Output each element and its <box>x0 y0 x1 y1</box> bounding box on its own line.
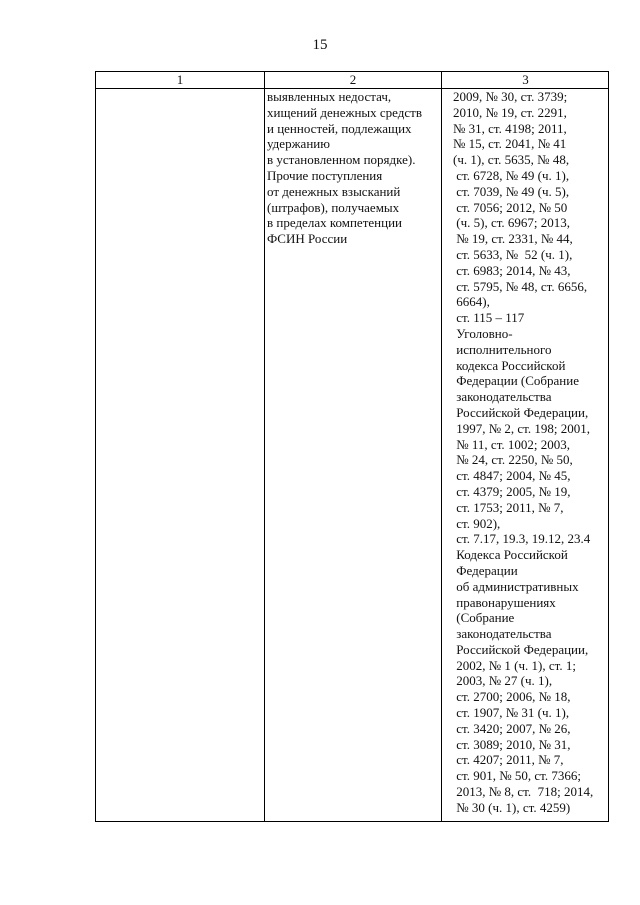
column-3-text-line: 6664), <box>453 294 490 310</box>
column-3-text-line: ст. 3420; 2007, № 26, <box>453 720 571 736</box>
column-2-text-line: выявленных недостач, <box>267 89 392 104</box>
column-3-text-line: ст. 1907, № 31 (ч. 1), <box>453 705 570 721</box>
column-3-text-line: 2009, № 30, ст. 3739; <box>453 89 568 104</box>
column-3-text-line: ст. 6983; 2014, № 43, <box>453 262 571 278</box>
column-3-text-line: № 15, ст. 2041, № 41 <box>453 136 567 152</box>
header-col-3: 3 <box>522 72 529 87</box>
column-3-text-line: об административных <box>453 578 579 594</box>
column-2-text-line: Прочие поступления <box>267 167 383 183</box>
column-3-text-line: ст. 7039, № 49 (ч. 5), <box>453 183 570 199</box>
column-2-text-line: в пределах компетенции <box>267 215 402 231</box>
column-3-text-line: законодательства <box>453 626 552 642</box>
column-3-text-line: ст. 2700; 2006, № 18, <box>453 689 571 705</box>
column-3-text-line: ст. 5795, № 48, ст. 6656, <box>453 278 588 294</box>
column-3-text-line: Федерации <box>453 562 518 578</box>
legal-table <box>95 71 609 822</box>
column-divider-1 <box>264 72 265 821</box>
column-3-text-line: Уголовно- <box>453 325 513 341</box>
column-2-text-line: и ценностей, подлежащих <box>267 120 412 136</box>
column-3-text-line: ст. 3089; 2010, № 31, <box>453 736 571 752</box>
column-3-text-line: (ч. 1), ст. 5635, № 48, <box>453 152 570 168</box>
page-number: 15 <box>312 37 328 53</box>
column-3-text-line: 1997, № 2, ст. 198; 2001, <box>453 420 590 436</box>
column-3-text-line: 2002, № 1 (ч. 1), ст. 1; <box>453 657 576 673</box>
column-2-text-line: от денежных взысканий <box>267 183 401 199</box>
column-3-text-line: кодекса Российской <box>453 357 566 373</box>
header-col-1: 1 <box>176 72 184 87</box>
column-3-text-line: ст. 115 – 117 <box>453 310 525 326</box>
header-col-2: 2 <box>349 72 357 87</box>
column-3-text-line: 2003, № 27 (ч. 1), <box>453 673 553 689</box>
column-3-text-line: № 19, ст. 2331, № 44, <box>453 231 573 247</box>
column-3-text-line: (Собрание <box>453 610 515 626</box>
column-2-text-line: (штрафов), получаемых <box>267 199 400 215</box>
column-2-cell <box>267 89 443 247</box>
table-header-row <box>96 72 608 89</box>
column-3-text-line: Российской Федерации, <box>453 404 589 420</box>
column-3-text-line: ст. 6728, № 49 (ч. 1), <box>453 167 570 183</box>
column-3-text-line: (ч. 5), ст. 6967; 2013, <box>453 215 571 231</box>
column-3-text-line: 2010, № 19, ст. 2291, <box>453 104 567 120</box>
column-3-text-line: ст. 4379; 2005, № 19, <box>453 483 571 499</box>
column-3-text-line: ст. 901, № 50, ст. 7366; <box>453 768 581 784</box>
column-3-cell <box>453 89 610 816</box>
column-3-text-line: Федерации (Собрание <box>453 373 579 389</box>
column-3-text-line: исполнительного <box>453 341 552 357</box>
column-3-text-line: Российской Федерации, <box>453 641 589 657</box>
column-3-text-line: Кодекса Российской <box>453 547 568 563</box>
column-3-text-line: № 24, ст. 2250, № 50, <box>453 452 573 468</box>
column-2-text-line: удержанию <box>267 136 330 152</box>
column-2-text-line: хищений денежных средств <box>267 104 422 120</box>
column-3-text-line: ст. 1753; 2011, № 7, <box>453 499 564 515</box>
column-3-text-line: 2013, № 8, ст. 718; 2014, <box>453 784 594 800</box>
column-3-text-line: законодательства <box>453 389 552 405</box>
column-3-text-line: № 31, ст. 4198; 2011, <box>453 120 567 136</box>
column-3-text-line: ст. 7056; 2012, № 50 <box>453 199 568 215</box>
column-3-text-line: правонарушениях <box>453 594 556 610</box>
column-2-text-line: в установленном порядке). <box>267 152 416 168</box>
column-3-text-line: № 30 (ч. 1), ст. 4259) <box>453 799 571 815</box>
column-3-text-line: ст. 4847; 2004, № 45, <box>453 468 571 484</box>
column-3-text-line: № 11, ст. 1002; 2003, <box>453 436 571 452</box>
column-3-text-line: ст. 7.17, 19.3, 19.12, 23.4 <box>453 531 591 547</box>
column-3-text-line: ст. 4207; 2011, № 7, <box>453 752 564 768</box>
column-3-text-line: ст. 902), <box>453 515 501 531</box>
column-2-text-line: ФСИН России <box>267 231 348 247</box>
column-3-text-line: ст. 5633, № 52 (ч. 1), <box>453 246 573 262</box>
